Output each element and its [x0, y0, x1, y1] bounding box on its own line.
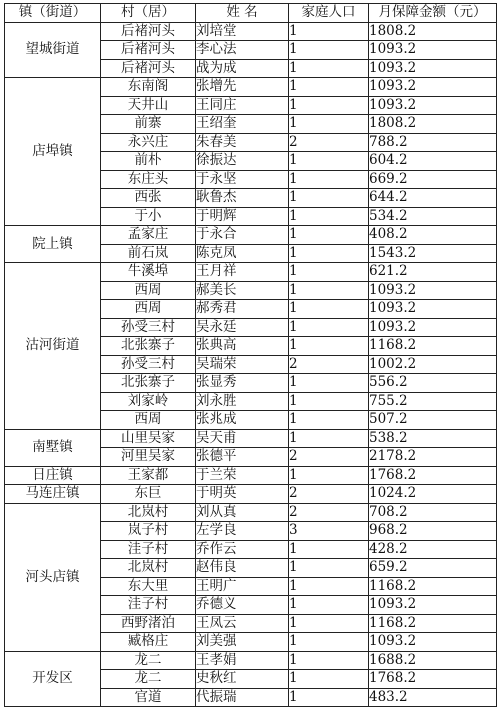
amount-cell: 1093.2 — [369, 596, 497, 615]
household-cell: 1 — [289, 263, 369, 282]
village-cell: 后褚河头 — [101, 41, 196, 60]
amount-cell: 534.2 — [369, 207, 497, 226]
name-cell: 于兰荣 — [196, 466, 289, 485]
village-cell: 西野渚泊 — [101, 614, 196, 633]
amount-cell: 2178.2 — [369, 448, 497, 467]
header-row — [5, 4, 497, 23]
name-cell: 吴永廷 — [196, 318, 289, 337]
table-row — [5, 651, 497, 670]
header-name: 姓 名 — [196, 4, 289, 23]
household-cell: 1 — [289, 670, 369, 689]
amount-cell: 1768.2 — [369, 670, 497, 689]
name-cell: 张兆成 — [196, 411, 289, 430]
amount-cell: 1768.2 — [369, 466, 497, 485]
household-cell: 1 — [289, 78, 369, 97]
amount-cell: 659.2 — [369, 559, 497, 578]
amount-cell: 1808.2 — [369, 115, 497, 134]
name-cell: 刘美强 — [196, 633, 289, 652]
town-cell: 店埠镇 — [5, 78, 101, 226]
name-cell: 李心法 — [196, 41, 289, 60]
name-cell: 张德平 — [196, 448, 289, 467]
household-cell: 1 — [289, 22, 369, 41]
village-cell: 河里吴家 — [101, 448, 196, 467]
village-cell: 洼子村 — [101, 540, 196, 559]
household-cell: 1 — [289, 614, 369, 633]
name-cell: 乔作云 — [196, 540, 289, 559]
village-cell: 东庄头 — [101, 170, 196, 189]
village-cell: 前寨 — [101, 115, 196, 134]
name-cell: 张典高 — [196, 337, 289, 356]
amount-cell: 708.2 — [369, 503, 497, 522]
village-cell: 山里吴家 — [101, 429, 196, 448]
town-cell: 院上镇 — [5, 226, 101, 263]
table-body — [5, 22, 497, 707]
table-row — [5, 466, 497, 485]
household-cell: 1 — [289, 207, 369, 226]
amount-cell: 669.2 — [369, 170, 497, 189]
name-cell: 王孝娟 — [196, 651, 289, 670]
village-cell: 北张寨子 — [101, 374, 196, 393]
household-cell: 1 — [289, 226, 369, 245]
town-cell: 沽河街道 — [5, 263, 101, 430]
village-cell: 东巨 — [101, 485, 196, 504]
household-cell: 2 — [289, 355, 369, 374]
village-cell: 王家都 — [101, 466, 196, 485]
village-cell: 后褚河头 — [101, 22, 196, 41]
header-village: 村（居） — [101, 4, 196, 23]
household-cell: 1 — [289, 41, 369, 60]
household-cell: 1 — [289, 300, 369, 319]
name-cell: 赵伟良 — [196, 559, 289, 578]
amount-cell: 1002.2 — [369, 355, 497, 374]
household-cell: 1 — [289, 244, 369, 263]
town-cell: 马连庄镇 — [5, 485, 101, 504]
household-cell: 1 — [289, 337, 369, 356]
header-town: 镇（街道） — [5, 4, 101, 23]
household-cell: 1 — [289, 152, 369, 171]
amount-cell: 538.2 — [369, 429, 497, 448]
name-cell: 刘从真 — [196, 503, 289, 522]
name-cell: 于明辉 — [196, 207, 289, 226]
household-cell: 1 — [289, 633, 369, 652]
relief-table — [4, 3, 497, 707]
amount-cell: 408.2 — [369, 226, 497, 245]
village-cell: 前朴 — [101, 152, 196, 171]
village-cell: 官道 — [101, 688, 196, 707]
amount-cell: 1093.2 — [369, 41, 497, 60]
household-cell: 1 — [289, 559, 369, 578]
household-cell: 1 — [289, 96, 369, 115]
household-cell: 1 — [289, 374, 369, 393]
header-household: 家庭人口 — [289, 4, 369, 23]
village-cell: 龙二 — [101, 651, 196, 670]
village-cell: 孟家庄 — [101, 226, 196, 245]
town-cell: 河头店镇 — [5, 503, 101, 651]
name-cell: 刘培堂 — [196, 22, 289, 41]
village-cell: 东南阁 — [101, 78, 196, 97]
amount-cell: 1688.2 — [369, 651, 497, 670]
amount-cell: 1093.2 — [369, 318, 497, 337]
name-cell: 乔德义 — [196, 596, 289, 615]
name-cell: 刘永胜 — [196, 392, 289, 411]
village-cell: 刘家岭 — [101, 392, 196, 411]
village-cell: 龙二 — [101, 670, 196, 689]
village-cell: 于小 — [101, 207, 196, 226]
village-cell: 天井山 — [101, 96, 196, 115]
amount-cell: 1093.2 — [369, 59, 497, 78]
town-cell: 日庄镇 — [5, 466, 101, 485]
name-cell: 战为成 — [196, 59, 289, 78]
village-cell: 永兴庄 — [101, 133, 196, 152]
household-cell: 1 — [289, 596, 369, 615]
table-row — [5, 263, 497, 282]
name-cell: 吴瑞荣 — [196, 355, 289, 374]
household-cell: 1 — [289, 411, 369, 430]
name-cell: 王月祥 — [196, 263, 289, 282]
amount-cell: 604.2 — [369, 152, 497, 171]
name-cell: 于永合 — [196, 226, 289, 245]
household-cell: 1 — [289, 688, 369, 707]
household-cell: 2 — [289, 485, 369, 504]
household-cell: 1 — [289, 392, 369, 411]
name-cell: 吴天甫 — [196, 429, 289, 448]
household-cell: 1 — [289, 466, 369, 485]
household-cell: 1 — [289, 281, 369, 300]
amount-cell: 788.2 — [369, 133, 497, 152]
town-cell: 望城街道 — [5, 22, 101, 78]
household-cell: 1 — [289, 318, 369, 337]
header-amount: 月保障金额（元） — [369, 4, 497, 23]
town-cell: 南墅镇 — [5, 429, 101, 466]
name-cell: 郝秀君 — [196, 300, 289, 319]
village-cell: 洼子村 — [101, 596, 196, 615]
name-cell: 朱春美 — [196, 133, 289, 152]
household-cell: 1 — [289, 115, 369, 134]
amount-cell: 644.2 — [369, 189, 497, 208]
name-cell: 陈克凤 — [196, 244, 289, 263]
village-cell: 西张 — [101, 189, 196, 208]
amount-cell: 1808.2 — [369, 22, 497, 41]
amount-cell: 1093.2 — [369, 633, 497, 652]
name-cell: 王凤云 — [196, 614, 289, 633]
name-cell: 张增先 — [196, 78, 289, 97]
table-row — [5, 78, 497, 97]
village-cell: 东大里 — [101, 577, 196, 596]
table-row — [5, 22, 497, 41]
name-cell: 王同庄 — [196, 96, 289, 115]
household-cell: 3 — [289, 522, 369, 541]
amount-cell: 483.2 — [369, 688, 497, 707]
village-cell: 孙受三村 — [101, 318, 196, 337]
name-cell: 郝美长 — [196, 281, 289, 300]
table-row — [5, 503, 497, 522]
amount-cell: 1093.2 — [369, 96, 497, 115]
household-cell: 1 — [289, 577, 369, 596]
name-cell: 徐振达 — [196, 152, 289, 171]
household-cell: 1 — [289, 170, 369, 189]
amount-cell: 755.2 — [369, 392, 497, 411]
household-cell: 2 — [289, 503, 369, 522]
table-row — [5, 485, 497, 504]
household-cell: 2 — [289, 448, 369, 467]
name-cell: 张显秀 — [196, 374, 289, 393]
amount-cell: 1543.2 — [369, 244, 497, 263]
table-row — [5, 429, 497, 448]
name-cell: 于永坚 — [196, 170, 289, 189]
household-cell: 1 — [289, 540, 369, 559]
household-cell: 1 — [289, 59, 369, 78]
table-row — [5, 226, 497, 245]
village-cell: 孙受三村 — [101, 355, 196, 374]
village-cell: 西周 — [101, 411, 196, 430]
name-cell: 王明广 — [196, 577, 289, 596]
village-cell: 西周 — [101, 281, 196, 300]
name-cell: 史秋红 — [196, 670, 289, 689]
name-cell: 左学良 — [196, 522, 289, 541]
amount-cell: 1024.2 — [369, 485, 497, 504]
village-cell: 牛溪埠 — [101, 263, 196, 282]
amount-cell: 1168.2 — [369, 614, 497, 633]
household-cell: 1 — [289, 651, 369, 670]
amount-cell: 507.2 — [369, 411, 497, 430]
amount-cell: 968.2 — [369, 522, 497, 541]
name-cell: 代振瑞 — [196, 688, 289, 707]
name-cell: 王绍奎 — [196, 115, 289, 134]
village-cell: 北岚村 — [101, 503, 196, 522]
household-cell: 1 — [289, 429, 369, 448]
amount-cell: 1168.2 — [369, 337, 497, 356]
amount-cell: 1093.2 — [369, 300, 497, 319]
name-cell: 耿鲁杰 — [196, 189, 289, 208]
village-cell: 后褚河头 — [101, 59, 196, 78]
name-cell: 于明英 — [196, 485, 289, 504]
town-cell: 开发区 — [5, 651, 101, 707]
amount-cell: 428.2 — [369, 540, 497, 559]
household-cell: 2 — [289, 133, 369, 152]
village-cell: 岚子村 — [101, 522, 196, 541]
amount-cell: 1093.2 — [369, 78, 497, 97]
amount-cell: 1168.2 — [369, 577, 497, 596]
amount-cell: 556.2 — [369, 374, 497, 393]
village-cell: 北张寨子 — [101, 337, 196, 356]
household-cell: 1 — [289, 189, 369, 208]
village-cell: 臧格庄 — [101, 633, 196, 652]
village-cell: 北岚村 — [101, 559, 196, 578]
amount-cell: 1093.2 — [369, 281, 497, 300]
village-cell: 前石岚 — [101, 244, 196, 263]
amount-cell: 621.2 — [369, 263, 497, 282]
village-cell: 西周 — [101, 300, 196, 319]
